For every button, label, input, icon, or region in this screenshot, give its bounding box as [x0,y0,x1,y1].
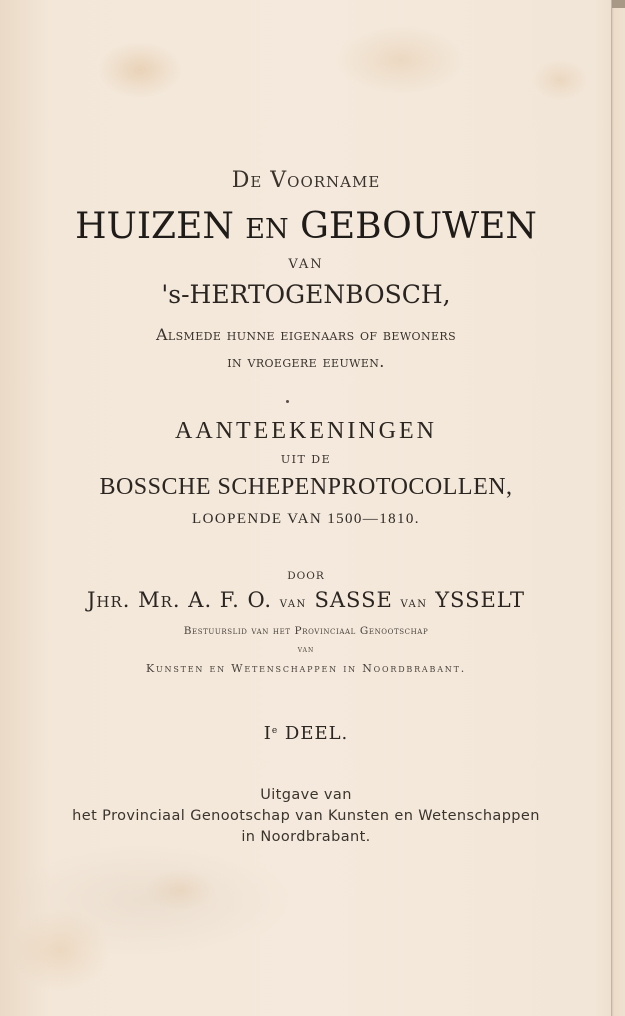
author-van-1: van [279,595,307,611]
author-surname-1: SASSE [314,588,393,612]
author-role-line-3: Kunsten en Wetenschappen in Noordbrabant. [145,662,467,675]
author-role-line-1: Bestuurslid van het Provinciaal Genootschap [183,625,429,637]
main-title-word-1: HUIZEN [75,206,234,247]
author-prefix-mr: Mr. [138,588,181,612]
page-fold-edge [611,0,625,1016]
ornament-dot [286,400,289,403]
volume-superscript: e [271,726,279,736]
main-title-word-3: GEBOUWEN [300,206,537,247]
main-title [0,206,612,247]
volume-number: I [263,723,272,744]
section-title-protocollen: BOSSCHE SCHEPENPROTOCOLLEN, [99,474,513,500]
publisher-line-1: Uitgave van [260,787,352,803]
volume-label [0,723,612,744]
publisher-line-2: het Provinciaal Genootschap van Kunsten en Wetenschappen [72,808,540,824]
subtitle-line-2: in vroegere eeuwen. [227,352,385,371]
author-van-2: van [400,595,428,611]
city-name: 's-HERTOGENBOSCH, [161,280,451,309]
publisher-line-3: in Noordbrabant. [241,829,371,845]
volume-deel: DEEL. [284,723,349,744]
author-initials: A. F. O. [188,588,273,612]
main-title-word-2: EN [245,214,289,245]
title-line-van: VAN [288,257,324,272]
section-line-uit-de: UIT DE [280,453,332,466]
author-name [0,588,612,612]
author-role-line-2: van [297,645,315,655]
by-line-door: DOOR [287,570,325,582]
author-surname-2: YSSELT [435,588,526,612]
title-line-de-voorname: De Voorname [231,168,381,193]
subtitle-line-1: Alsmede hunne eigenaars of bewoners [155,325,457,344]
section-title-aanteekeningen: AANTEEKENINGEN [175,418,437,444]
date-range-line: LOOPENDE VAN 1500—1810. [192,511,420,527]
author-prefix-jhr: Jhr. [86,588,131,612]
page-fold-shadow [612,0,625,8]
